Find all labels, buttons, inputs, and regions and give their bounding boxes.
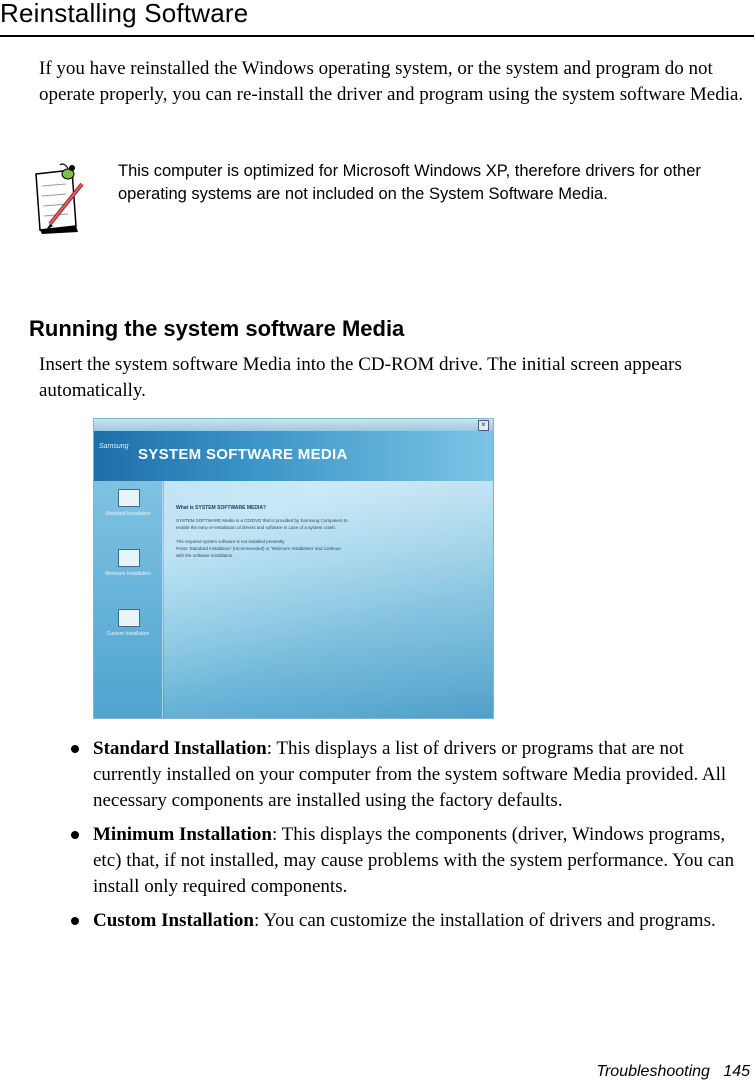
footer-chapter: Troubleshooting — [596, 1063, 710, 1080]
intro-paragraph: If you have reinstalled the Windows operating system, or the system and program do not operate properly, you can re-install the driver and program using the system software Media. — [39, 58, 744, 105]
bullet-icon — [71, 745, 79, 753]
bullet-term: Custom Installation — [93, 910, 254, 931]
nav-custom-installation[interactable]: Custom Installation — [106, 631, 150, 637]
screenshot-content-line: The required system software is not installed presently. — [176, 539, 286, 544]
list-item — [71, 736, 751, 814]
screenshot-content-heading: What is SYSTEM SOFTWARE MEDIA? — [176, 505, 267, 511]
list-item — [71, 908, 751, 934]
note-text: This computer is optimized for Microsoft Windows XP, therefore drivers for other operating systems are not included on the System Software Media. — [118, 162, 701, 203]
custom-install-icon[interactable] — [118, 609, 140, 627]
title-rule — [0, 35, 754, 37]
bullet-term: Standard Installation — [93, 738, 267, 759]
bullet-icon — [71, 917, 79, 925]
bullet-text: : This displays the components (driver, Windows programs, etc) that, if not installed, may cause problems with the system performance. You can install only required components. — [93, 824, 735, 897]
note-pen-icon — [32, 160, 88, 234]
close-icon[interactable]: × — [478, 420, 489, 431]
bullet-text: : This displays a list of drivers or programs that are not currently installed on your computer from the system software Media provided. All necessary components are installed using the factory defaults. — [93, 738, 727, 811]
page-footer — [596, 1063, 750, 1081]
screenshot-brand: Samsung — [99, 443, 129, 450]
bullet-text: : You can customize the installation of drivers and programs. — [254, 910, 716, 931]
section-heading: Running the system software Media — [29, 316, 405, 341]
screenshot-content-line: enable the easy re-installation of drivers and software in case of a system crash. — [176, 525, 336, 530]
screenshot-content-line: Press 'Standard Installation' (recommended) or 'Minimum Installation' and continue — [176, 546, 341, 551]
screenshot-content — [164, 481, 494, 719]
screenshot-sidebar — [94, 481, 163, 719]
list-item — [71, 822, 751, 900]
system-software-media-screenshot — [93, 418, 494, 719]
screenshot-titlebar — [94, 419, 493, 431]
nav-standard-installation[interactable]: Standard Installation — [105, 511, 151, 517]
screenshot-app-title: SYSTEM SOFTWARE MEDIA — [138, 446, 348, 463]
nav-minimum-installation[interactable]: Minimum Installation — [105, 571, 151, 577]
bullet-icon — [71, 831, 79, 839]
section-text: Insert the system software Media into the CD-ROM drive. The initial screen appears automatically. — [39, 354, 682, 401]
page-title: Reinstalling Software — [0, 0, 249, 28]
screenshot-content-line: SYSTEM SOFTWARE Media is a CD/DVD that is provided by Samsung Computers to — [176, 518, 348, 523]
footer-page-number: 145 — [723, 1063, 750, 1080]
screenshot-content-line: with the software installation. — [176, 553, 234, 558]
bullet-term: Minimum Installation — [93, 824, 272, 845]
minimum-install-icon[interactable] — [118, 549, 140, 567]
standard-install-icon[interactable] — [118, 489, 140, 507]
installation-options-list — [71, 736, 751, 942]
